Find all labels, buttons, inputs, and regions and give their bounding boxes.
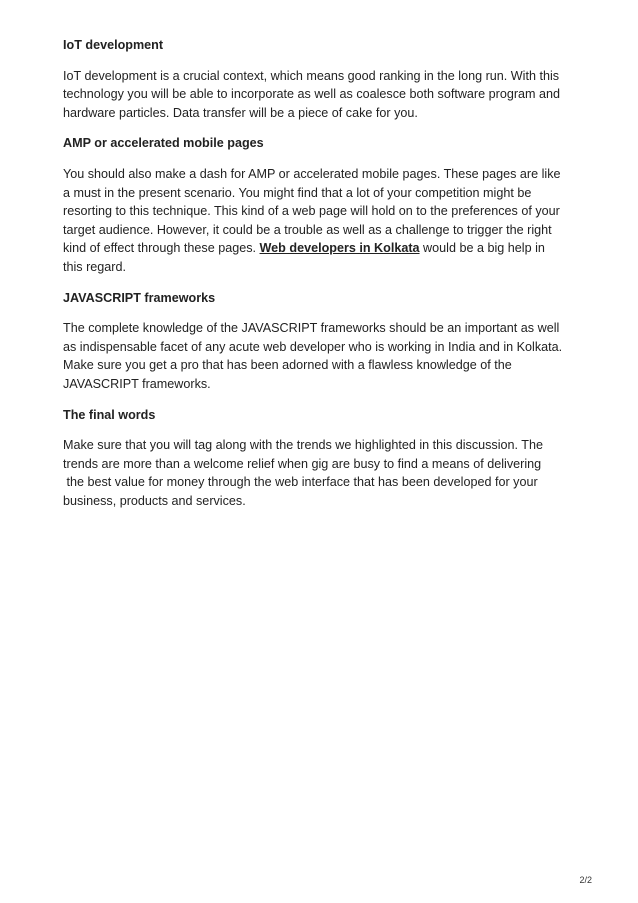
text-line: resorting to this technique. This kind of a web page will hold on to the preferences of your bbox=[63, 204, 560, 219]
web-developers-kolkata-link[interactable]: Web developers in Kolkata bbox=[259, 241, 420, 256]
text-line: business, products and services. bbox=[63, 493, 246, 508]
paragraph-amp bbox=[63, 165, 593, 277]
section-heading-iot: IoT development bbox=[63, 38, 164, 52]
text-line: The complete knowledge of the JAVASCRIPT frameworks should be an important as well bbox=[63, 321, 560, 336]
section-heading-javascript: JAVASCRIPT frameworks bbox=[63, 290, 216, 305]
text-line: target audience. However, it could be a trouble as well as a challenge to trigger the right bbox=[63, 222, 552, 237]
text-line: the best value for money through the web interface that has been developed for your bbox=[63, 475, 538, 490]
text-line: as indispensable facet of any acute web developer who is working in India and in Kolkata. bbox=[63, 339, 563, 354]
text-segment: kind of effect through these pages. bbox=[63, 241, 260, 256]
paragraph-iot bbox=[63, 67, 593, 123]
text-line: IoT development is a crucial context, which means good ranking in the long run. With this bbox=[63, 68, 560, 83]
text-line: a must in the present scenario. You might find that a lot of your competition might be bbox=[63, 185, 532, 200]
text-segment: would be a big help in bbox=[419, 241, 545, 256]
paragraph-javascript bbox=[63, 319, 593, 393]
text-line: Make sure you get a pro that has been adorned with a flawless knowledge of the bbox=[63, 358, 512, 373]
text-line: Make sure that you will tag along with the trends we highlighted in this discussion. The bbox=[63, 438, 543, 453]
text-line: hardware particles. Data transfer will be a piece of cake for you. bbox=[63, 105, 418, 120]
section-heading-amp: AMP or accelerated mobile pages bbox=[63, 136, 264, 151]
text-line: JAVASCRIPT frameworks. bbox=[63, 376, 211, 391]
document-page bbox=[63, 36, 593, 510]
text-line: technology you will be able to incorporate as well as coalesce both software program and bbox=[63, 87, 561, 102]
text-line: You should also make a dash for AMP or accelerated mobile pages. These pages are like bbox=[63, 166, 561, 181]
text-line: trends are more than a welcome relief when gig are busy to find a means of delivering bbox=[63, 456, 542, 471]
page-number: 2/2 bbox=[579, 875, 592, 885]
section-heading-final-words: The final words bbox=[63, 407, 156, 422]
paragraph-final-words bbox=[63, 436, 593, 510]
text-line: this regard. bbox=[63, 259, 126, 274]
text-line-with-link bbox=[63, 239, 593, 258]
